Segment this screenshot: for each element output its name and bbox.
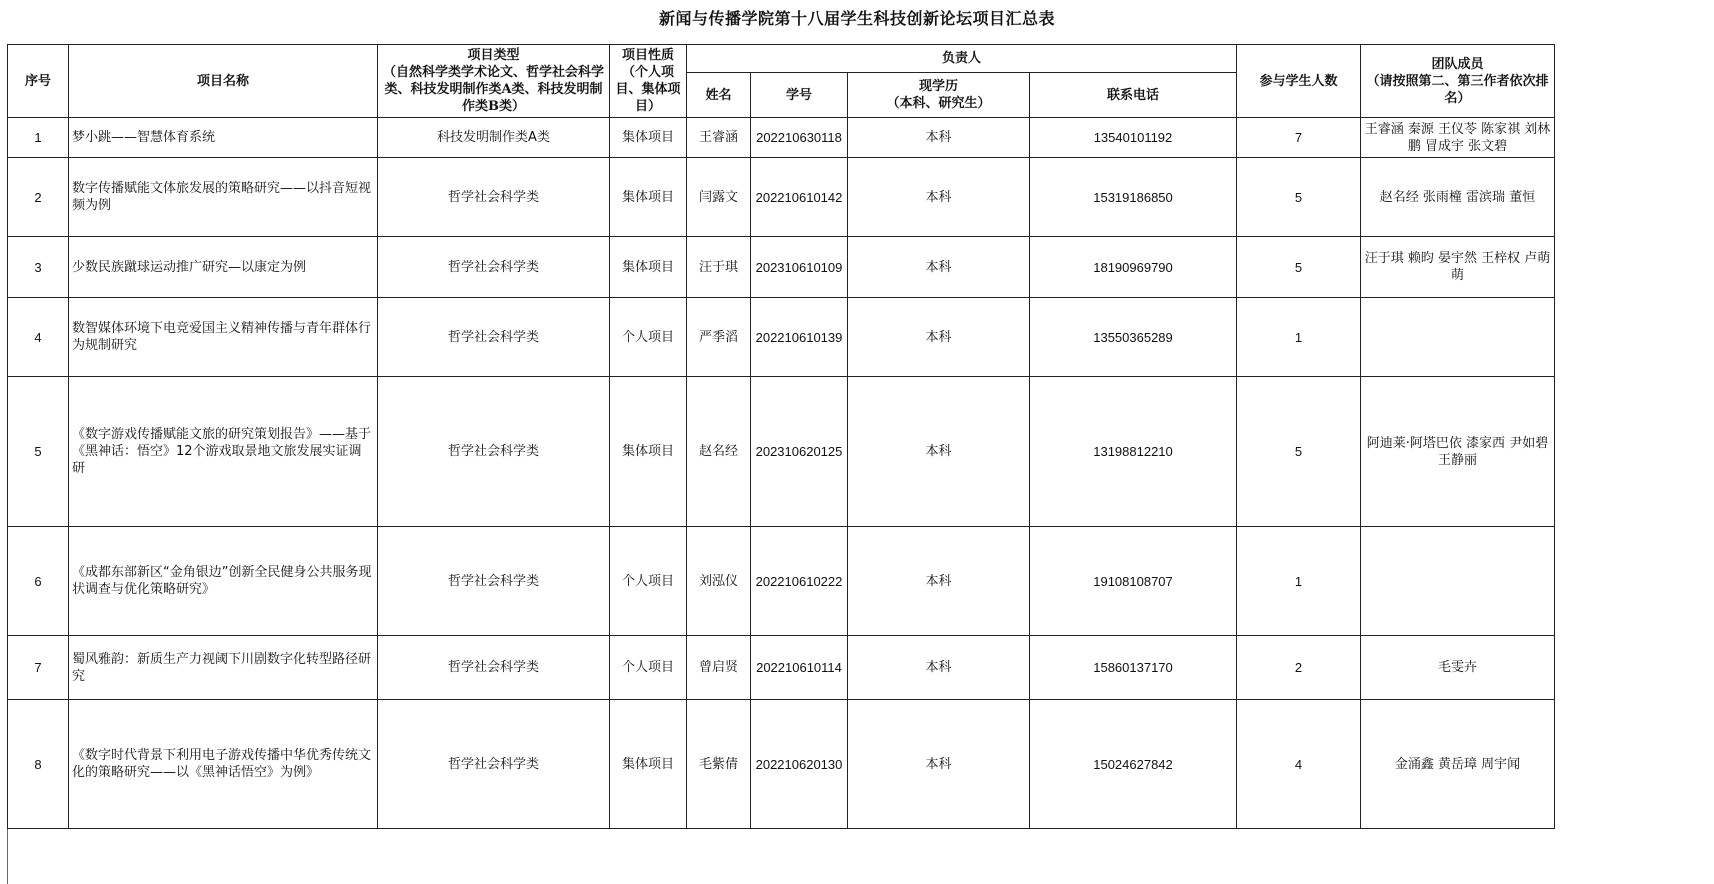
table-row <box>8 237 1555 298</box>
cell-phone: 15860137170 <box>1030 636 1237 700</box>
cell-project-name: 少数民族蹴球运动推广研究—以康定为例 <box>69 237 378 298</box>
cell-project-name: 《成都东部新区“金角银边”创新全民健身公共服务现状调查与优化策略研究》 <box>69 527 378 636</box>
cell-project-name: 梦小跳——智慧体育系统 <box>69 118 378 158</box>
table-row <box>8 636 1555 700</box>
cell-leader-name: 刘泓仪 <box>687 527 751 636</box>
cell-phone: 15024627842 <box>1030 700 1237 829</box>
cell-education: 本科 <box>848 700 1030 829</box>
header-project-name: 项目名称 <box>69 45 378 118</box>
cell-education: 本科 <box>848 237 1030 298</box>
cell-project-name: 数字传播赋能文体旅发展的策略研究——以抖音短视频为例 <box>69 158 378 237</box>
table-row <box>8 118 1555 158</box>
cell-student-id: 202210610142 <box>751 158 848 237</box>
cell-student-id: 202210610222 <box>751 527 848 636</box>
header-index: 序号 <box>8 45 69 118</box>
cell-participant-count: 4 <box>1237 700 1361 829</box>
cell-student-id: 202210620130 <box>751 700 848 829</box>
header-project-nature: 项目性质 （个人项目、集体项目） <box>610 45 687 118</box>
cell-index: 1 <box>8 118 69 158</box>
cell-phone: 13550365289 <box>1030 298 1237 377</box>
cell-project-type: 哲学社会科学类 <box>378 298 610 377</box>
cell-student-id: 202210610114 <box>751 636 848 700</box>
cell-project-nature: 个人项目 <box>610 298 687 377</box>
cell-participant-count: 7 <box>1237 118 1361 158</box>
cell-project-name: 《数字时代背景下利用电子游戏传播中华优秀传统文化的策略研究——以《黑神话悟空》为例》 <box>69 700 378 829</box>
table-row <box>8 298 1555 377</box>
cell-participant-count: 2 <box>1237 636 1361 700</box>
cell-education: 本科 <box>848 636 1030 700</box>
cell-phone: 18190969790 <box>1030 237 1237 298</box>
cell-student-id: 202310620125 <box>751 377 848 527</box>
cell-project-nature: 个人项目 <box>610 527 687 636</box>
cell-project-nature: 集体项目 <box>610 237 687 298</box>
header-project-type: 项目类型 （自然科学类学术论文、哲学社会科学类、科技发明制作类A类、科技发明制作类B类） <box>378 45 610 118</box>
cell-index: 2 <box>8 158 69 237</box>
cell-participant-count: 5 <box>1237 237 1361 298</box>
table-row <box>8 158 1555 237</box>
header-student-id: 学号 <box>751 73 848 118</box>
cell-index: 4 <box>8 298 69 377</box>
cell-project-nature: 集体项目 <box>610 377 687 527</box>
cell-phone: 13540101192 <box>1030 118 1237 158</box>
cell-participant-count: 1 <box>1237 298 1361 377</box>
cell-leader-name: 曾启贤 <box>687 636 751 700</box>
cell-participant-count: 5 <box>1237 158 1361 237</box>
cell-index: 6 <box>8 527 69 636</box>
cell-phone: 19108108707 <box>1030 527 1237 636</box>
cell-leader-name: 汪于琪 <box>687 237 751 298</box>
header-leader-name: 姓名 <box>687 73 751 118</box>
cell-leader-name: 严季滔 <box>687 298 751 377</box>
cell-education: 本科 <box>848 118 1030 158</box>
cell-project-type: 哲学社会科学类 <box>378 158 610 237</box>
cell-project-nature: 集体项目 <box>610 158 687 237</box>
header-participant-count: 参与学生人数 <box>1237 45 1361 118</box>
cell-team-members: 毛雯卉 <box>1361 636 1555 700</box>
cell-education: 本科 <box>848 298 1030 377</box>
header-education: 现学历 （本科、研究生） <box>848 73 1030 118</box>
cell-student-id: 202210610139 <box>751 298 848 377</box>
cell-education: 本科 <box>848 377 1030 527</box>
cell-education: 本科 <box>848 158 1030 237</box>
cell-project-name: 蜀风雅韵：新质生产力视阈下川剧数字化转型路径研究 <box>69 636 378 700</box>
cell-index: 8 <box>8 700 69 829</box>
table-row <box>8 700 1555 829</box>
cell-project-type: 哲学社会科学类 <box>378 377 610 527</box>
cell-team-members: 汪于琪 赖昀 晏宇然 王梓权 卢萌萌 <box>1361 237 1555 298</box>
header-phone: 联系电话 <box>1030 73 1237 118</box>
cell-student-id: 202310610109 <box>751 237 848 298</box>
cell-leader-name: 毛紫倩 <box>687 700 751 829</box>
cell-leader-name: 赵名经 <box>687 377 751 527</box>
sheet-title: 新闻与传播学院第十八届学生科技创新论坛项目汇总表 <box>658 9 1055 28</box>
header-leader: 负责人 <box>687 45 1237 73</box>
header-team-members: 团队成员 （请按照第二、第三作者依次排名） <box>1361 45 1555 118</box>
cell-project-type: 哲学社会科学类 <box>378 237 610 298</box>
cell-project-nature: 集体项目 <box>610 118 687 158</box>
cell-team-members: 金涌鑫 黄岳璋 周宇闻 <box>1361 700 1555 829</box>
cell-project-name: 《数字游戏传播赋能文旅的研究策划报告》——基于《黑神话：悟空》12个游戏取景地文旅发展实证调研 <box>69 377 378 527</box>
table-row <box>8 377 1555 527</box>
cell-project-name: 数智媒体环境下电竞爱国主义精神传播与青年群体行为规制研究 <box>69 298 378 377</box>
cell-leader-name: 王睿涵 <box>687 118 751 158</box>
cell-project-type: 哲学社会科学类 <box>378 527 610 636</box>
cell-phone: 15319186850 <box>1030 158 1237 237</box>
cell-education: 本科 <box>848 527 1030 636</box>
cell-team-members <box>1361 298 1555 377</box>
cell-leader-name: 闫露文 <box>687 158 751 237</box>
cell-team-members: 阿迪莱·阿塔巴依 漆家西 尹如碧 王静丽 <box>1361 377 1555 527</box>
cell-project-type: 哲学社会科学类 <box>378 636 610 700</box>
cell-project-nature: 个人项目 <box>610 636 687 700</box>
cell-index: 5 <box>8 377 69 527</box>
table-row <box>8 527 1555 636</box>
cell-project-nature: 集体项目 <box>610 700 687 829</box>
cell-project-type: 科技发明制作类A类 <box>378 118 610 158</box>
cell-team-members: 赵名经 张雨橦 雷滨瑞 董恒 <box>1361 158 1555 237</box>
cell-phone: 13198812210 <box>1030 377 1237 527</box>
cell-index: 3 <box>8 237 69 298</box>
cell-project-type: 哲学社会科学类 <box>378 700 610 829</box>
cell-participant-count: 1 <box>1237 527 1361 636</box>
cell-team-members: 王睿涵 秦源 王仪苓 陈家祺 刘林鹏 冒成宇 张文碧 <box>1361 118 1555 158</box>
project-summary-table <box>7 44 1555 829</box>
cell-team-members <box>1361 527 1555 636</box>
cell-index: 7 <box>8 636 69 700</box>
cell-student-id: 202210630118 <box>751 118 848 158</box>
cell-participant-count: 5 <box>1237 377 1361 527</box>
